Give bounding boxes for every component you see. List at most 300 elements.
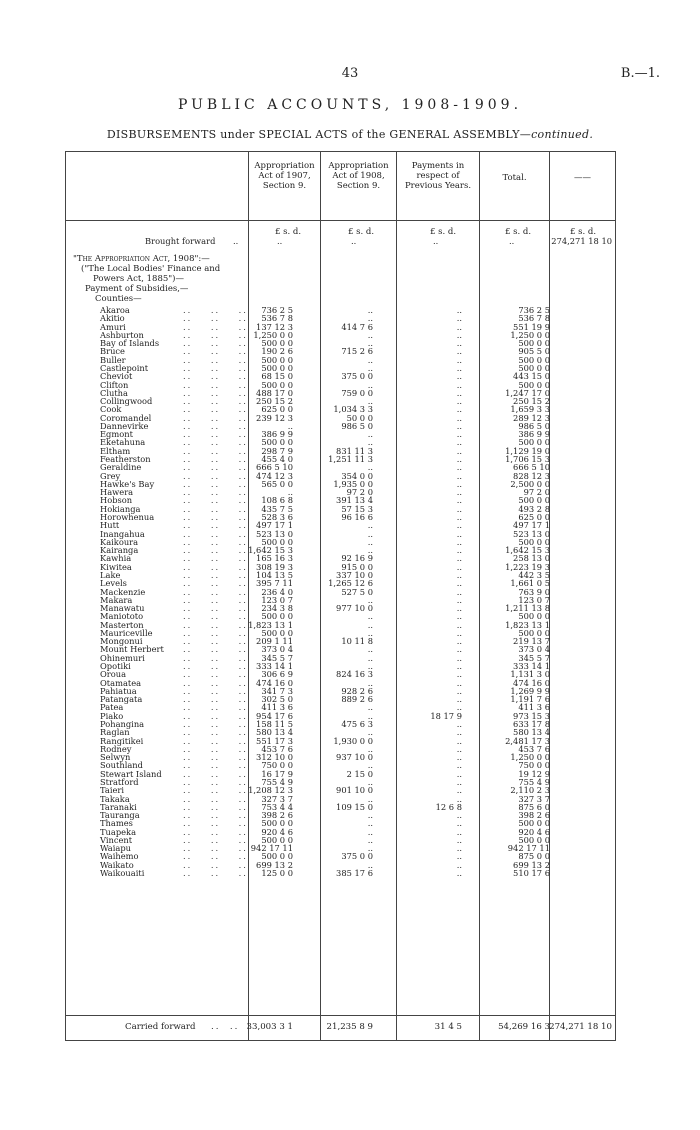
cell-total: 19 12 9 [518,768,550,779]
county-name: Taieri [100,785,125,796]
leader-dots: .. .. .. [183,735,248,746]
cell-previous-years: .. [456,644,462,655]
document-reference: B.—1. [620,66,660,81]
brought-forward-c4: .. [509,236,515,246]
cell-act-1908: 527 5 0 [341,586,373,597]
brought-forward-label: Brought forward [145,236,216,246]
county-name: Masterton [100,619,144,630]
cell-act-1907: 137 12 3 [256,321,293,332]
cell-total: 474 16 0 [513,677,550,688]
cell-act-1907: 398 2 6 [261,810,293,821]
cell-total: 736 2 5 [518,305,550,315]
cell-act-1907: 234 3 8 [261,603,293,614]
leader-dots: .. .. .. [183,387,248,398]
leader-dots: .. .. .. [183,313,248,324]
cell-previous-years: .. [456,586,462,597]
leader-dots: .. .. .. [183,445,248,456]
leader-dots: .. .. .. [183,859,248,870]
leader-dots: .. .. .. [183,321,248,332]
cell-act-1908: 375 0 0 [341,851,373,862]
cell-previous-years: .. [456,669,462,680]
cell-act-1908: .. [367,826,373,837]
leader-dots: .. .. .. [183,851,248,862]
brought-forward-c5: 274,271 18 10 [551,236,612,246]
cell-act-1908: .. [367,594,373,605]
leader-dots: .. .. .. [183,371,248,382]
cell-act-1908: .. [367,396,373,407]
leader-dots: .. .. .. [183,545,248,556]
county-name: Akaroa [100,305,130,315]
brought-forward-dots: .. [233,236,239,246]
cell-act-1908: 1,265 12 6 [328,578,373,589]
leader-dots: .. .. .. [183,454,248,465]
cell-act-1907: 920 4 6 [261,826,293,837]
cell-total: 453 7 6 [518,743,550,754]
cell-previous-years: .. [456,305,462,315]
county-name: Akitio [100,313,125,324]
carried-forward-c3: 31 4 5 [434,1022,462,1032]
cell-act-1908: 1,251 11 3 [328,454,373,465]
cell-act-1907: .. [287,487,293,498]
cell-act-1908: 1,034 3 3 [333,404,373,415]
cell-act-1907: 306 6 9 [261,669,293,680]
cell-previous-years: .. [456,396,462,407]
cell-act-1907: 411 3 6 [261,702,293,713]
cell-previous-years: .. [456,362,462,373]
cell-act-1907: 123 0 7 [261,594,293,605]
unit-col4: £ s. d. [505,227,532,237]
cell-total: 500 0 0 [518,495,550,506]
cell-total: 493 2 8 [518,503,550,514]
cell-total: 1,706 15 3 [505,454,550,465]
cell-total: 666 5 10 [513,462,550,473]
leader-dots: .. .. .. [183,702,248,713]
leader-dots: .. .. .. [183,661,248,672]
leader-dots: .. .. .. [183,677,248,688]
leader-dots: .. .. .. [183,586,248,597]
carried-forward-row [65,1021,616,1033]
cell-previous-years: .. [456,627,462,638]
leader-dots: .. .. .. [183,512,248,522]
cell-previous-years: .. [456,313,462,324]
county-name: Piako [100,710,124,721]
cell-act-1907: 500 0 0 [261,437,293,448]
leader-dots: .. .. .. [183,710,248,721]
cell-act-1908: .. [367,760,373,771]
cell-previous-years: .. [456,512,462,522]
cell-act-1907: 108 6 8 [261,495,293,506]
brought-forward-c1: .. [277,236,283,246]
county-name: Amuri [100,321,126,332]
cell-act-1907: 528 3 6 [261,512,293,522]
leader-dots: .. .. .. [183,478,248,489]
cell-previous-years: .. [456,487,462,498]
cell-previous-years: .. [456,785,462,796]
leader-dots: .. .. .. [183,685,248,696]
county-name: Cook [100,404,122,415]
cell-act-1908: 92 16 9 [341,553,373,564]
cell-act-1908: .. [367,462,373,473]
cell-total: 500 0 0 [518,627,550,638]
cell-total: 875 0 0 [518,851,550,862]
leader-dots: .. .. .. [183,487,248,498]
cell-total: 333 14 1 [513,661,550,672]
leader-dots: .. .. .. [183,553,248,564]
cell-total: 1,191 7 6 [510,694,550,705]
cell-act-1907: 551 17 3 [256,735,293,746]
rule-header [65,220,616,221]
county-name: Kawhia [100,553,132,564]
leader-dots: .. .. .. [183,627,248,638]
cell-act-1908: 1,930 0 0 [333,735,373,746]
county-name: Pohangina [100,719,145,729]
leader-dots: .. .. .. [183,743,248,754]
cell-previous-years: .. [456,685,462,696]
cell-act-1908: .. [367,843,373,854]
cell-act-1908: 385 17 6 [336,868,373,879]
leader-dots: .. .. .. [183,611,248,622]
cell-total: 443 15 0 [513,371,550,382]
cell-previous-years: .. [456,454,462,465]
cell-act-1907: 500 0 0 [261,818,293,829]
cell-act-1908: 337 10 0 [336,569,373,580]
cell-act-1908: .. [367,437,373,448]
cell-act-1907: 666 5 10 [256,462,293,473]
cell-total: 219 13 7 [513,636,550,647]
cell-act-1908: .. [367,528,373,539]
cell-total: 755 4 9 [518,776,550,787]
rule-carried [65,1015,616,1016]
leader-dots: .. .. .. [183,801,248,812]
county-name: Waikato [100,859,134,870]
county-name: Pahiatua [100,685,137,696]
county-name: Oroua [100,669,127,680]
brought-forward-c3: .. [433,236,439,246]
cell-previous-years: .. [456,818,462,829]
leader-dots: .. .. .. [183,420,248,431]
cell-total: 500 0 0 [518,338,550,349]
cell-act-1907: 239 12 3 [256,412,293,423]
cell-total: 536 7 8 [518,313,550,324]
leader-dots: .. .. .. [183,470,248,481]
cell-act-1907: 308 19 3 [256,561,293,572]
county-name: Mongonui [100,636,143,647]
cell-previous-years: .. [456,553,462,564]
cell-act-1908: .. [367,329,373,340]
cell-total: 510 17 6 [513,868,550,879]
cell-act-1907: 1,642 15 3 [248,545,293,556]
cell-previous-years: .. [456,569,462,580]
leader-dots: .. .. .. [183,810,248,821]
cell-act-1907: 327 3 7 [261,793,293,804]
leader-dots: .. .. .. [183,719,248,729]
cell-act-1908: .. [367,627,373,638]
county-name: Mackenzie [100,586,146,597]
cell-act-1907: 341 7 3 [261,685,293,696]
county-name: Tauranga [100,810,140,821]
cell-act-1908: .. [367,545,373,556]
cell-act-1908: 391 13 4 [336,495,373,506]
cell-total: 2,110 2 3 [510,785,550,796]
leader-dots: .. .. .. [183,528,248,539]
cell-previous-years: .. [456,619,462,630]
leader-dots: .. .. .. [183,834,248,845]
county-name: Mauriceville [100,627,153,638]
cell-total: 500 0 0 [518,379,550,390]
cell-total: 497 17 1 [513,520,550,531]
cell-act-1907: 165 16 3 [256,553,293,564]
cell-previous-years: .. [456,346,462,357]
cell-previous-years: .. [456,404,462,415]
cell-act-1908: .. [367,810,373,821]
cell-previous-years: .. [456,810,462,821]
cell-act-1908: .. [367,354,373,365]
col-header-total: Total. [502,173,527,183]
cell-act-1907: 345 5 7 [261,652,293,663]
cell-act-1907: 500 0 0 [261,536,293,547]
county-name: Thames [100,818,133,829]
county-name: Maniototo [100,611,144,622]
leader-dots: .. .. .. [183,569,248,580]
act-heading: "The Appropriation Act, 1908":— [73,254,210,264]
cell-total: 699 13 2 [513,859,550,870]
county-name: Otamatea [100,677,142,688]
cell-act-1908: .. [367,379,373,390]
leader-dots: .. .. .. [183,818,248,829]
leader-dots: .. .. .. [183,346,248,357]
county-name: Inangahua [100,528,145,539]
cell-act-1908: 2 15 0 [346,768,373,779]
carried-forward-c2: 21,235 8 9 [326,1022,373,1032]
county-name: Takaka [100,793,130,804]
col-header-previous-years: Payments in respect of Previous Years. [404,161,472,191]
cell-act-1908: 354 0 0 [341,470,373,481]
cell-act-1907: 500 0 0 [261,338,293,349]
cell-act-1907: 474 12 3 [256,470,293,481]
cell-previous-years: .. [456,702,462,713]
cell-previous-years: .. [456,354,462,365]
leader-dots: .. .. .. [183,843,248,854]
cell-act-1908: 901 10 0 [336,785,373,796]
cell-total: 1,250 0 0 [510,329,550,340]
cell-total: 500 0 0 [518,354,550,365]
county-name: Waikouaiti [100,868,145,879]
cell-previous-years: .. [456,826,462,837]
cell-previous-years: .. [456,462,462,473]
cell-act-1908: 977 10 0 [336,603,373,614]
leader-dots: .. .. .. [183,396,248,407]
cell-total: 750 0 0 [518,760,550,771]
cell-act-1908: 986 5 0 [341,420,373,431]
leader-dots: .. .. .. [183,694,248,705]
county-name: Hokianga [100,503,141,514]
cell-act-1908: .. [367,661,373,672]
cell-total: 500 0 0 [518,437,550,448]
cell-act-1907: 395 7 11 [256,578,293,589]
cell-previous-years: .. [456,851,462,862]
cell-act-1907: 500 0 0 [261,611,293,622]
cell-act-1907: 523 13 0 [256,528,293,539]
cell-total: 1,250 0 0 [510,752,550,763]
leader-dots: .. .. .. [183,760,248,771]
cell-act-1908: 824 16 3 [336,669,373,680]
cell-previous-years: .. [456,412,462,423]
page-title: PUBLIC ACCOUNTS, 1908-1909. [177,97,523,113]
cell-act-1907: 753 4 4 [261,801,293,812]
cell-act-1907: 455 4 0 [261,454,293,465]
leader-dots: .. .. .. [183,594,248,605]
county-name: Manawatu [100,603,145,614]
leader-dots: .. .. .. [183,520,248,531]
cell-total: 345 5 7 [518,652,550,663]
carried-forward-c4: 54,269 16 3 [498,1022,550,1032]
cell-act-1908: .. [367,313,373,324]
leader-dots: .. .. .. [183,338,248,349]
cell-act-1908: .. [367,305,373,315]
cell-previous-years: .. [456,868,462,879]
cell-act-1907: 435 7 5 [261,503,293,514]
cell-total: 1,642 15 3 [505,545,550,556]
leader-dots: .. .. .. [183,793,248,804]
cell-total: 2,500 0 0 [510,478,550,489]
county-name: Kaikoura [100,536,139,547]
leader-dots: .. .. .. [183,354,248,365]
leader-dots: .. .. .. [183,776,248,787]
cell-act-1907: 625 0 0 [261,404,293,415]
leader-dots: .. .. .. [183,561,248,572]
cell-total: 1,661 0 5 [510,578,550,589]
cell-act-1907: 565 0 0 [261,478,293,489]
county-name: Ashburton [100,329,144,340]
leader-dots: .. .. .. [183,652,248,663]
cell-total: 123 0 7 [518,594,550,605]
county-name: Selwyn [100,752,131,763]
col-header-dash: —— [574,173,591,183]
county-name: Southland [100,760,143,771]
carried-forward-c1: 33,003 3 1 [246,1022,293,1032]
cell-total: 1,823 13 1 [505,619,550,630]
county-name: Patea [100,702,124,713]
cell-total: 411 3 6 [518,702,550,713]
cell-act-1908: 109 15 0 [336,801,373,812]
subtitle-main: DISBURSEMENTS under SPECIAL ACTS of the GENERAL ASSEMBLY— [106,128,532,141]
cell-total: 97 2 0 [523,487,550,498]
cell-previous-years: .. [456,776,462,787]
unit-col5: £ s. d. [570,227,597,237]
cell-act-1907: 500 0 0 [261,379,293,390]
cell-total: 1,269 9 9 [510,685,550,696]
cell-previous-years: .. [456,578,462,589]
payment-heading: Payment of Subsidies,— [85,284,189,294]
cell-act-1907: 250 15 2 [256,396,293,407]
cell-total: 973 15 3 [513,710,550,721]
cell-total: 763 9 0 [518,586,550,597]
cell-act-1907: 1,250 0 0 [253,329,293,340]
cell-previous-years: .. [456,561,462,572]
cell-previous-years: .. [456,735,462,746]
cell-previous-years: .. [456,470,462,481]
cell-previous-years: .. [456,387,462,398]
cell-total: 942 17 11 [507,843,550,854]
cell-act-1908: .. [367,338,373,349]
cell-previous-years: .. [456,752,462,763]
cell-total: 442 3 5 [518,569,550,580]
cell-previous-years: .. [456,503,462,514]
carried-forward-label: Carried forward [125,1022,196,1032]
table-subtitle [0,128,700,141]
county-name: Stratford [100,776,139,787]
county-name: Rodney [100,743,132,754]
county-name: Featherston [100,454,151,465]
county-name: Dannevirke [100,420,149,431]
county-name: Mount Herbert [100,644,164,655]
cell-act-1907: 500 0 0 [261,834,293,845]
county-name: Raglan [100,727,130,738]
leader-dots: .. .. .. [183,785,248,796]
brought-forward-c2: .. [351,236,357,246]
cell-previous-years: .. [456,321,462,332]
cell-act-1907: .. [287,420,293,431]
cell-previous-years: .. [456,652,462,663]
disbursements-table [65,151,616,1041]
cell-previous-years: 18 17 9 [430,710,462,721]
cell-total: 398 2 6 [518,810,550,821]
cell-previous-years: .. [456,636,462,647]
unit-col2: £ s. d. [348,227,375,237]
cell-act-1907: 942 17 11 [250,843,293,854]
county-name: Grey [100,470,121,481]
subact-line-2: Powers Act, 1885")— [93,274,185,284]
county-name: Bruce [100,346,125,357]
county-name: Tuapeka [100,826,137,837]
county-name: Egmont [100,429,133,440]
cell-total: 920 4 6 [518,826,550,837]
leader-dots: .. .. .. [183,636,248,647]
rule-top [65,151,616,152]
cell-act-1908: 759 0 0 [341,387,373,398]
cell-previous-years: .. [456,520,462,531]
cell-act-1907: 736 2 5 [261,305,293,315]
cell-total: 373 0 4 [518,644,550,655]
county-name: Waiapu [100,843,132,854]
cell-act-1908: 57 15 3 [341,503,373,514]
cell-act-1907: 158 11 5 [256,719,293,729]
cell-total: 551 19 9 [513,321,550,332]
cell-act-1907: 497 17 1 [256,520,293,531]
cell-total: 327 3 7 [518,793,550,804]
cell-act-1908: .. [367,727,373,738]
cell-act-1907: 68 15 0 [261,371,293,382]
cell-act-1908: 475 6 3 [341,719,373,729]
cell-total: 625 0 0 [518,512,550,522]
cell-act-1908: .. [367,644,373,655]
cell-act-1908: .. [367,834,373,845]
unit-col3: £ s. d. [430,227,457,237]
county-name: Clutha [100,387,128,398]
leader-dots: .. .. .. [183,379,248,390]
cell-previous-years: .. [456,859,462,870]
county-name: Patangata [100,694,143,705]
cell-act-1908: .. [367,536,373,547]
cell-act-1907: 500 0 0 [261,851,293,862]
county-name: Waihemo [100,851,139,862]
cell-act-1907: 699 13 2 [256,859,293,870]
cell-total: 828 12 3 [513,470,550,481]
cell-act-1907: 209 1 11 [256,636,293,647]
county-name: Eltham [100,445,131,456]
cell-total: 500 0 0 [518,536,550,547]
county-name: Buller [100,354,126,365]
